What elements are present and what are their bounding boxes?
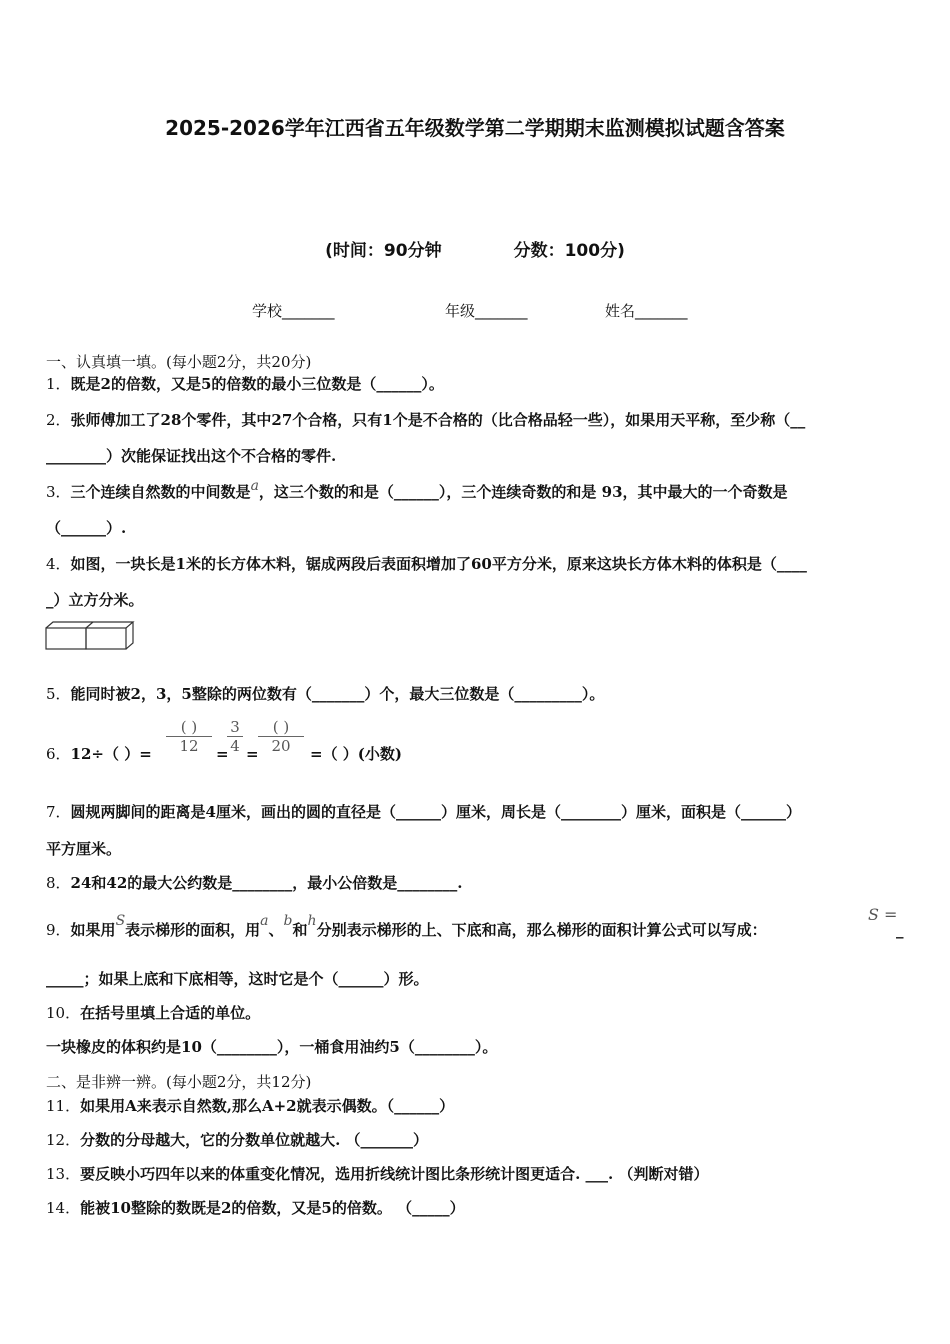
question-3-cont: （______）. <box>46 519 127 537</box>
question-13: 13．要反映小巧四年以来的体重变化情况，选用折线统计图比条形统计图更适合. ___. （判断对错） <box>46 1165 709 1183</box>
variable-a: a <box>250 478 259 494</box>
fraction-3: ( ) 20 <box>258 718 304 755</box>
question-2: 2．张师傅加工了28个零件，其中27个合格，只有1个是不合格的（比合格品轻一些），如果用天平称，至少称（__ <box>46 411 806 429</box>
question-14: 14．能被10整除的数既是2的倍数，又是5的倍数。 （_____） <box>46 1199 465 1217</box>
question-10-cont: 一块橡皮的体积约是10（________），一桶食用油约5（________）。 <box>46 1038 498 1056</box>
question-2-cont: ________）次能保证找出这个不合格的零件. <box>46 447 337 465</box>
question-4: 4．如图，一块长是1米的长方体木料，锯成两段后表面积增加了60平方分米，原来这块长方体木料的体积是（____ <box>46 555 807 573</box>
time-label: (时间：90分钟 <box>325 241 442 261</box>
school-field: 学校_______ <box>252 302 335 320</box>
exam-time-score <box>0 236 950 261</box>
grade-field: 年级_______ <box>445 302 528 320</box>
fraction-2: $\frac{3}{4}$ <box>227 718 243 755</box>
equals-2: = <box>246 745 259 763</box>
section-2-heading: 二、是非辨一辨。(每小题2分，共12分) <box>46 1073 312 1091</box>
question-8: 8．24和42的最大公约数是________，最小公倍数是________. <box>46 874 463 892</box>
question-6: 6．12÷（ ）= <box>46 745 152 763</box>
question-11: 11．如果用A来表示自然数,那么A+2就表示偶数。（______） <box>46 1097 455 1115</box>
question-4-cont: _）立方分米。 <box>46 591 144 609</box>
question-9-blank: _ <box>896 921 904 939</box>
cuboid-figure <box>44 619 142 651</box>
question-10: 10．在括号里填上合适的单位。 <box>46 1004 261 1022</box>
question-6-tail: =（ ）(小数) <box>310 745 402 763</box>
page-title: 2025-2026学年江西省五年级数学第二学期期末监测模拟试题含答案 <box>165 116 785 140</box>
question-9: 9．如果用S表示梯形的面积，用a、b和h分别表示梯形的上、下底和高，那么梯形的面积计算公式可以写成： <box>46 913 767 939</box>
section-1-heading: 一、认真填一填。(每小题2分，共20分) <box>46 353 312 371</box>
formula-s: S = <box>868 905 898 924</box>
question-9-cont: _____；如果上底和下底相等，这时它是个（______）形。 <box>46 970 429 988</box>
question-1: 1．既是2的倍数，又是5的倍数的最小三位数是（______）。 <box>46 375 444 393</box>
question-12: 12．分数的分母越大，它的分数单位就越大. （_______） <box>46 1131 429 1149</box>
question-7-cont: 平方厘米。 <box>46 840 122 858</box>
equals-1: = <box>216 745 229 763</box>
name-field: 姓名_______ <box>605 302 688 320</box>
question-7: 7．圆规两脚间的距离是4厘米，画出的圆的直径是（______）厘米，周长是（________）厘米，面积是（______） <box>46 803 801 821</box>
fraction-1: ( ) 12 <box>166 718 212 755</box>
score-label: 分数：100分) <box>513 241 625 261</box>
question-3: 3．三个连续自然数的中间数是a，这三个数的和是（______），三个连续奇数的和是 93，其中最大的一个奇数是 <box>46 478 788 501</box>
question-5: 5．能同时被2，3，5整除的两位数有（_______）个，最大三位数是（_________）。 <box>46 685 605 703</box>
